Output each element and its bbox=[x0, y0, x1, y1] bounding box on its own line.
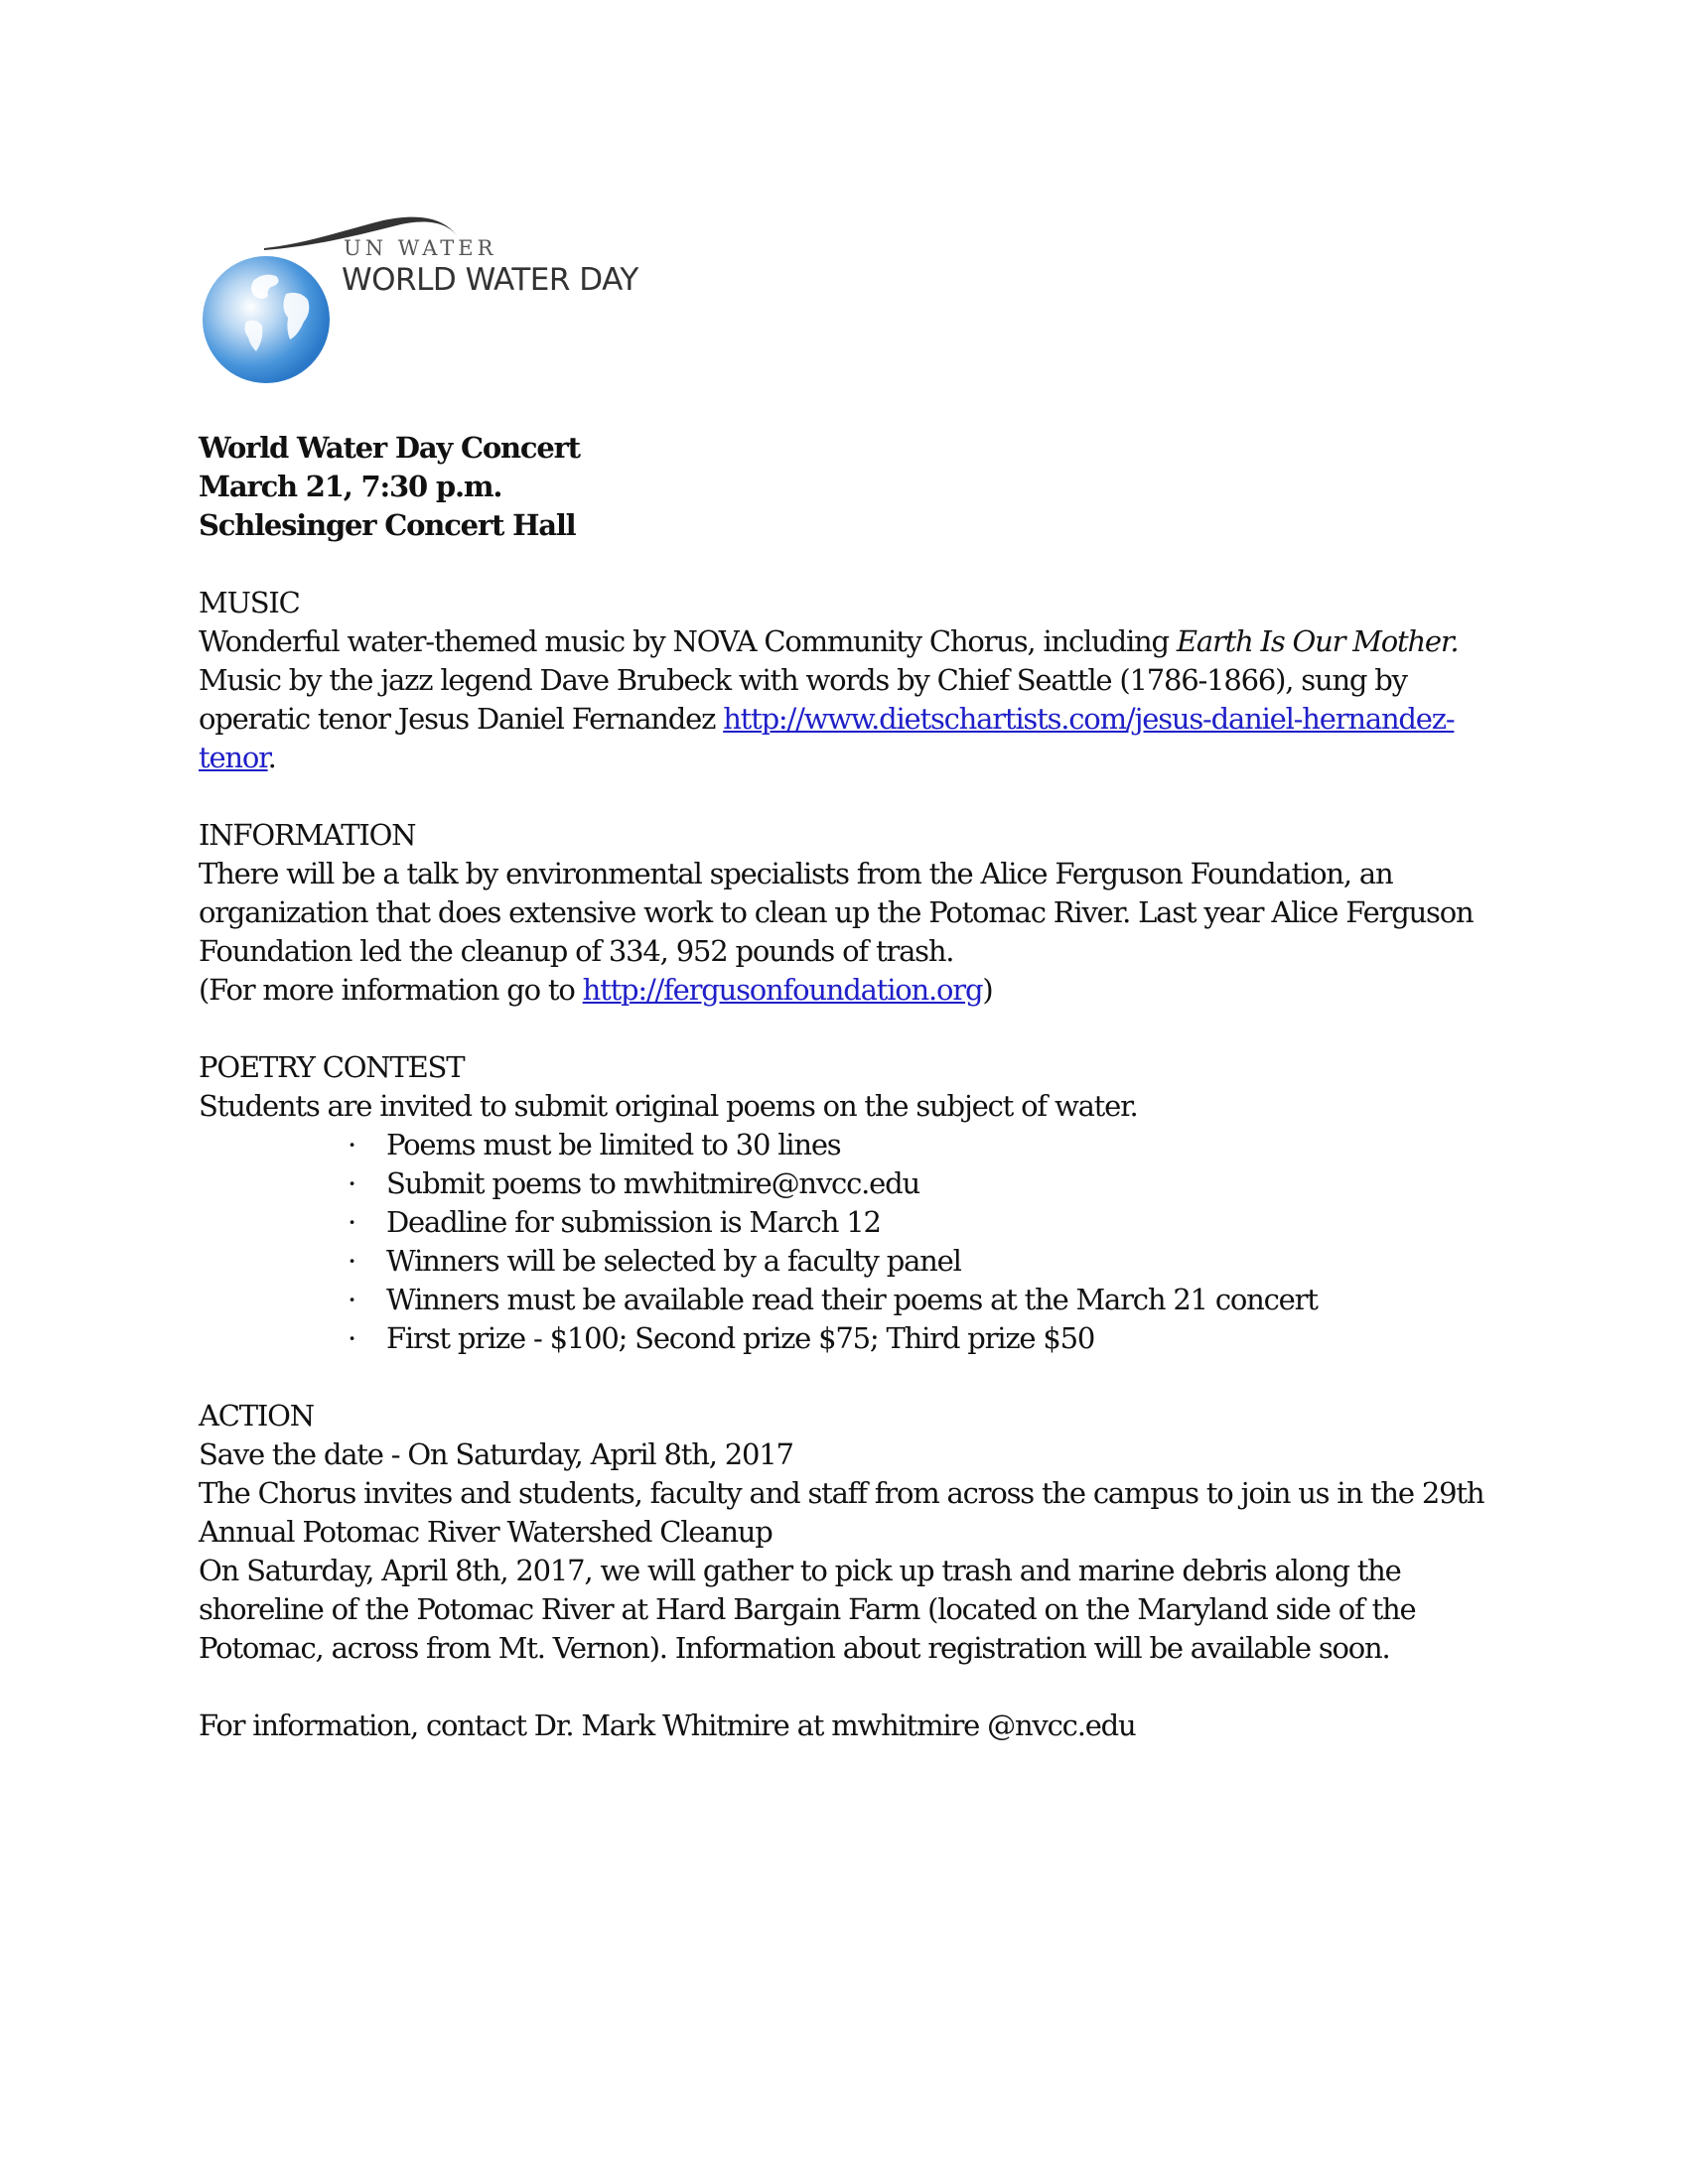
poetry-intro: Students are invited to submit original poems on the subject of water. bbox=[199, 1089, 1138, 1123]
logo-un-water-text: UN WATER bbox=[344, 236, 497, 260]
logo-world-water-day-text: WORLD WATER DAY bbox=[342, 262, 638, 298]
rule-text: First prize - $100; Second prize $75; Third prize $50 bbox=[386, 1321, 1095, 1355]
information-heading: INFORMATION bbox=[199, 818, 416, 852]
rule-text: Poems must be limited to 30 lines bbox=[386, 1128, 841, 1161]
information-section bbox=[199, 816, 1489, 1010]
rule-text: Winners must be available read their poems at the March 21 concert bbox=[386, 1283, 1318, 1316]
document-body bbox=[199, 429, 1489, 1745]
list-item bbox=[199, 1203, 1489, 1242]
action-heading: ACTION bbox=[199, 1399, 314, 1433]
information-more-suffix: ) bbox=[982, 973, 993, 1007]
world-water-day-logo bbox=[195, 210, 641, 389]
music-paragraph bbox=[199, 622, 1489, 777]
action-details: On Saturday, April 8th, 2017, we will gather to pick up trash and marine debris along the shoreline of the Potomac River at Hard Bargain Farm (located on the Maryland side of the Potomac, across from Mt. Vernon). Information about registration will be available soon. bbox=[199, 1554, 1416, 1665]
bullet-icon: · bbox=[348, 1128, 356, 1161]
contact-line: For information, contact Dr. Mark Whitmire at mwhitmire @nvcc.edu bbox=[199, 1708, 1136, 1742]
music-section bbox=[199, 584, 1489, 777]
music-title-italic: Earth Is Our Mother. bbox=[1176, 624, 1459, 658]
bullet-icon: · bbox=[348, 1283, 356, 1316]
information-more-prefix: (For more information go to bbox=[199, 973, 583, 1007]
list-item bbox=[199, 1242, 1489, 1281]
poetry-heading: POETRY CONTEST bbox=[199, 1050, 465, 1084]
poetry-rules-list bbox=[199, 1126, 1489, 1358]
music-text-a: Wonderful water-themed music by NOVA Community Chorus, including bbox=[199, 624, 1177, 658]
tenor-link[interactable]: http://www.dietschartists.com/jesus-daniel-hernandez-tenor bbox=[199, 702, 1455, 774]
list-item bbox=[199, 1164, 1489, 1203]
event-datetime: March 21, 7:30 p.m. bbox=[199, 470, 502, 503]
ferguson-foundation-link[interactable]: http://fergusonfoundation.org bbox=[582, 973, 983, 1007]
information-more bbox=[199, 971, 1489, 1010]
poetry-section bbox=[199, 1048, 1489, 1358]
music-text-c: . bbox=[267, 741, 276, 774]
event-venue: Schlesinger Concert Hall bbox=[199, 508, 576, 542]
bullet-icon: · bbox=[348, 1205, 356, 1239]
list-item bbox=[199, 1319, 1489, 1358]
event-title: World Water Day Concert bbox=[199, 431, 580, 465]
action-section bbox=[199, 1397, 1489, 1668]
rule-text: Winners will be selected by a faculty panel bbox=[386, 1244, 961, 1278]
music-text-b: Music by the jazz legend Dave Brubeck with words by Chief Seattle (1786-1866), sung by operatic tenor Jesus Daniel Fernandez bbox=[199, 663, 1407, 736]
rule-text: Submit poems to mwhitmire@nvcc.edu bbox=[386, 1166, 919, 1200]
bullet-icon: · bbox=[348, 1244, 356, 1278]
bullet-icon: · bbox=[348, 1166, 356, 1200]
rule-text: Deadline for submission is March 12 bbox=[386, 1205, 881, 1239]
music-heading: MUSIC bbox=[199, 586, 300, 619]
action-invite: The Chorus invites and students, faculty and staff from across the campus to join us in the 29th Annual Potomac River Watershed Cleanup bbox=[199, 1476, 1484, 1549]
list-item bbox=[199, 1281, 1489, 1319]
information-paragraph: There will be a talk by environmental specialists from the Alice Ferguson Foundation, an organization that does extensive work to clean up the Potomac River. Last year Alice Ferguson Foundation led the cleanup of 334, 952 pounds of trash. bbox=[199, 857, 1474, 968]
bullet-icon: · bbox=[348, 1321, 356, 1355]
list-item bbox=[199, 1126, 1489, 1164]
action-save-date: Save the date - On Saturday, April 8th, 2017 bbox=[199, 1437, 793, 1471]
